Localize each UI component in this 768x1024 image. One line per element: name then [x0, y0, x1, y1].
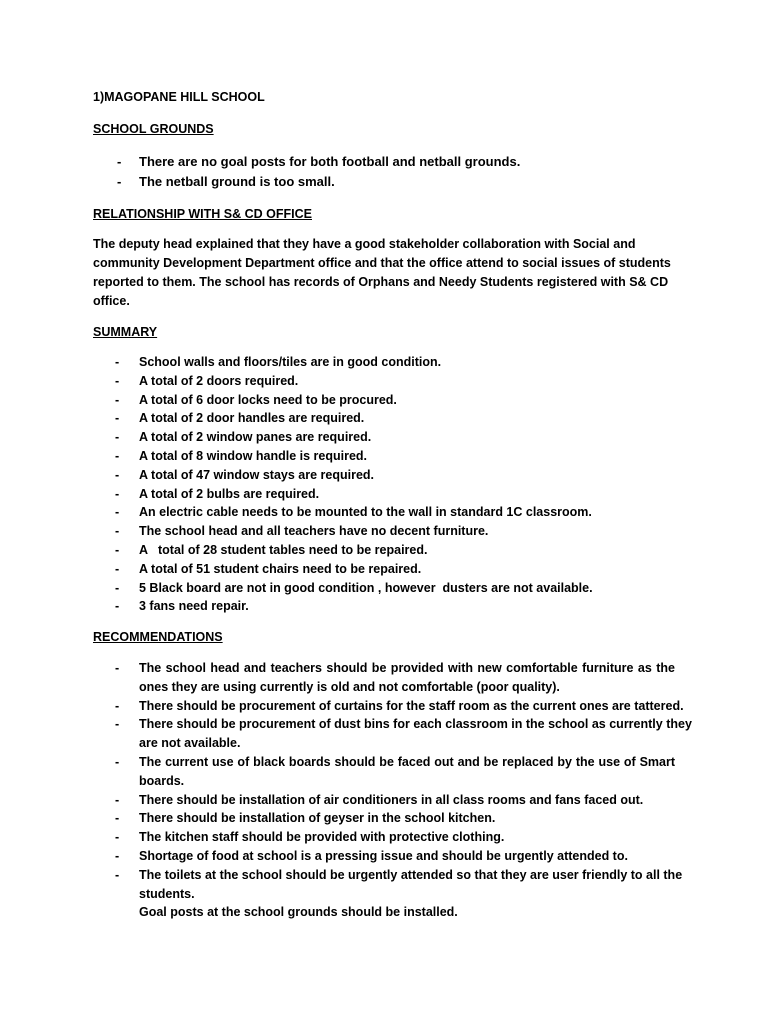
list-item — [93, 391, 675, 410]
list-item-text: 5 Black board are not in good condition , however dusters are not available. — [139, 580, 593, 595]
list-item — [93, 809, 675, 828]
list-item-text: A total of 2 window panes are required. — [139, 430, 372, 445]
list-item-text: A total of 2 doors required. — [139, 373, 299, 388]
list-item — [93, 152, 693, 172]
list-item-text: The school head and all teachers have no decent furniture. — [139, 524, 489, 539]
list-item — [93, 541, 675, 560]
paragraph-line: office. — [93, 294, 130, 308]
relationship-paragraph — [93, 235, 683, 311]
list-item — [93, 447, 675, 466]
bullet-dash: - — [115, 430, 120, 445]
list-item-text: The school head and teachers should be provided with new comfortable furniture as the — [139, 661, 675, 675]
bullet-dash: - — [117, 154, 122, 169]
list-item-text: There should be installation of geyser in the school kitchen. — [139, 811, 496, 826]
summary-heading: SUMMARY — [93, 325, 158, 339]
list-item — [93, 172, 693, 192]
bullet-dash: - — [115, 542, 120, 557]
bullet-dash: - — [115, 467, 120, 482]
school-grounds-heading: SCHOOL GROUNDS — [93, 122, 214, 136]
bullet-dash: - — [115, 792, 120, 807]
list-item-text: Shortage of food at school is a pressing issue and should be urgently attended to. — [139, 848, 628, 863]
bullet-dash: - — [115, 524, 120, 539]
bullet-dash: - — [115, 599, 120, 614]
list-item — [93, 753, 675, 791]
list-item-text: A total of 51 student chairs need to be repaired. — [139, 561, 422, 576]
list-item-text: A total of 28 student tables need to be repaired. — [139, 542, 428, 557]
list-item-text: An electric cable needs to be mounted to the wall in standard 1C classroom. — [139, 505, 592, 520]
list-item-text: School walls and floors/tiles are in good condition. — [139, 355, 442, 369]
list-item-text: Goal posts at the school grounds should be installed. — [139, 905, 458, 920]
list-item-text: 3 fans need repair. — [139, 599, 249, 614]
list-item-text: A total of 2 door handles are required. — [139, 411, 365, 426]
list-item-text: The current use of black boards should be faced out and be replaced by the use of Smart — [139, 754, 675, 769]
list-item-text: There should be procurement of dust bins for each classroom in the school as currently they — [139, 717, 692, 732]
list-item — [93, 428, 675, 447]
list-item-text: A total of 2 bulbs are required. — [139, 486, 320, 501]
list-item — [93, 659, 675, 697]
list-item — [93, 372, 675, 391]
list-item — [93, 409, 675, 428]
list-item-text: A total of 6 door locks need to be procured. — [139, 392, 397, 407]
bullet-dash: - — [115, 505, 120, 520]
bullet-dash: - — [115, 830, 120, 845]
recommendations-list — [93, 659, 692, 922]
recommendations-heading: RECOMMENDATIONS — [93, 630, 223, 644]
bullet-dash: - — [117, 174, 122, 189]
bullet-dash: - — [115, 448, 120, 463]
paragraph-line: reported to them. The school has records of Orphans and Needy Students registered with S& CD — [93, 275, 669, 289]
bullet-dash: - — [115, 373, 120, 388]
bullet-dash: - — [115, 661, 120, 675]
school-grounds-list — [93, 152, 693, 192]
bullet-dash: - — [115, 717, 120, 732]
paragraph-line: The deputy head explained that they have a good stakeholder collaboration with Social and — [93, 237, 636, 251]
bullet-dash: - — [115, 392, 120, 407]
list-item — [93, 353, 675, 372]
list-item — [93, 866, 683, 922]
list-item — [93, 503, 675, 522]
list-item-text: A total of 47 window stays are required. — [139, 467, 375, 482]
bullet-dash: - — [115, 811, 120, 826]
bullet-dash: - — [115, 867, 120, 882]
paragraph-line: community Development Department office and that the office attend to social issues of students — [93, 256, 671, 270]
bullet-dash: - — [115, 355, 120, 369]
bullet-dash: - — [115, 848, 120, 863]
list-item — [93, 715, 692, 753]
list-item — [93, 466, 675, 485]
list-item-text: The netball ground is too small. — [139, 174, 335, 189]
list-item-text: A total of 8 window handle is required. — [139, 448, 368, 463]
list-item-text: There should be installation of air conditioners in all class rooms and fans faced out. — [139, 792, 644, 807]
list-item-text: There should be procurement of curtains for the staff room as the current ones are tattered. — [139, 698, 684, 713]
list-item-text: are not available. — [139, 736, 241, 751]
list-item-text: students. — [139, 886, 195, 901]
bullet-dash: - — [115, 698, 120, 713]
list-item-text: boards. — [139, 773, 185, 788]
list-item — [93, 697, 684, 716]
list-item — [93, 560, 675, 579]
bullet-dash: - — [115, 561, 120, 576]
bullet-dash: - — [115, 754, 120, 769]
list-item — [93, 579, 675, 598]
list-item — [93, 485, 675, 504]
relationship-heading: RELATIONSHIP WITH S& CD OFFICE — [93, 207, 312, 221]
list-item-text: ones they are using currently is old and not comfortable (poor quality). — [139, 679, 560, 694]
list-item — [93, 847, 675, 866]
list-item — [93, 828, 675, 847]
summary-list — [93, 353, 675, 616]
list-item — [93, 597, 675, 616]
list-item-text: There are no goal posts for both football and netball grounds. — [139, 154, 521, 169]
bullet-dash: - — [115, 580, 120, 595]
list-item — [93, 791, 675, 810]
list-item — [93, 522, 675, 541]
list-item-text: The kitchen staff should be provided with protective clothing. — [139, 830, 505, 845]
list-item-text: The toilets at the school should be urgently attended so that they are user friendly to all the — [139, 867, 683, 882]
page-title: 1)MAGOPANE HILL SCHOOL — [93, 90, 265, 104]
bullet-dash: - — [115, 486, 120, 501]
bullet-dash: - — [115, 411, 120, 426]
